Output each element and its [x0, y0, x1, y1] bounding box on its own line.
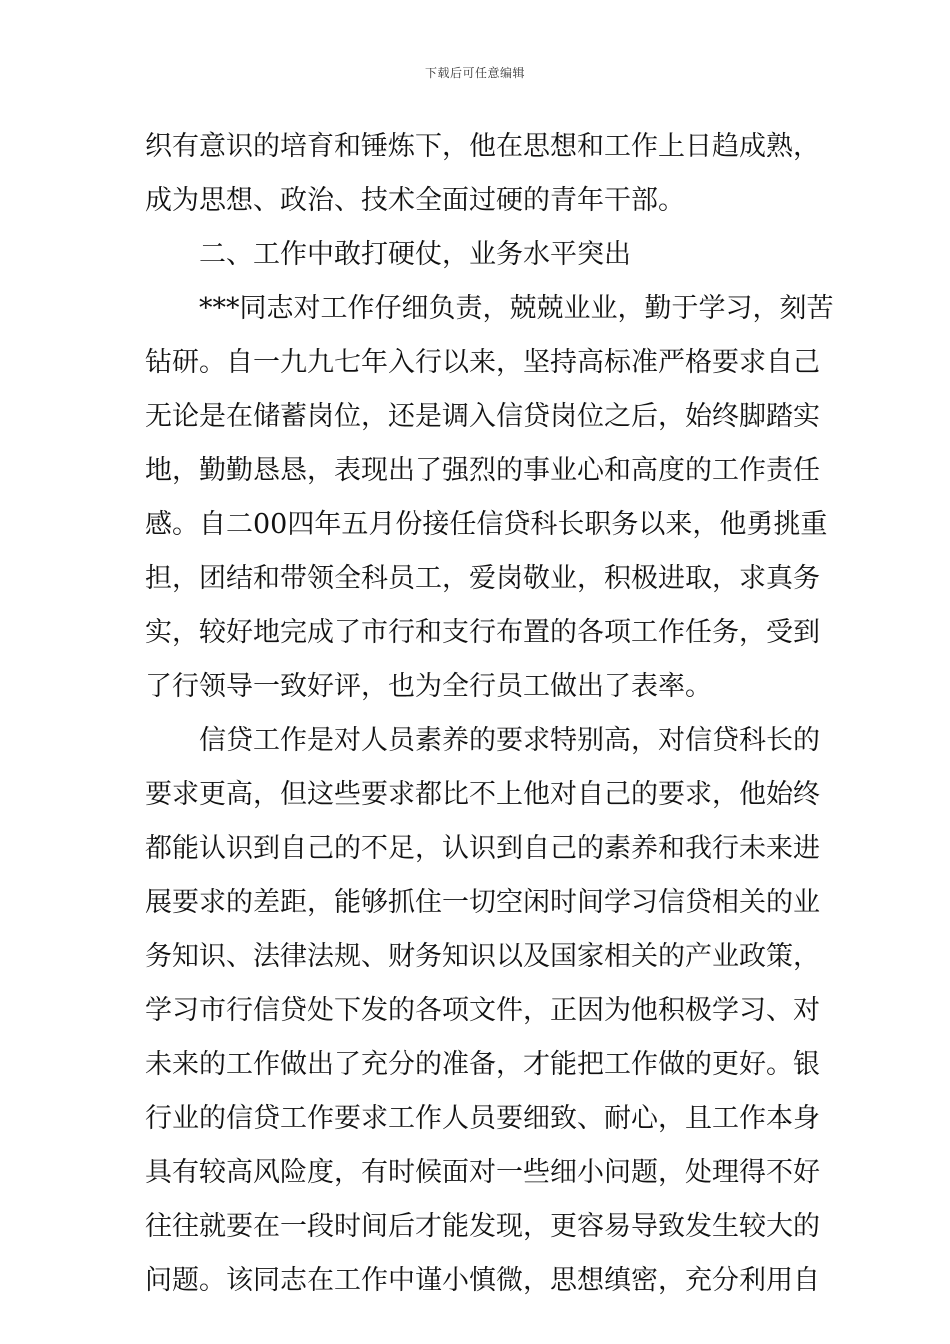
text-line: 钻研。自一九九七年入行以来，坚持高标准严格要求自己: [145, 347, 820, 378]
text-line: 织有意识的培育和锤炼下，他在思想和工作上日趋成熟，: [145, 131, 820, 162]
section-heading: 二、工作中敢打硬仗，业务水平突出: [199, 239, 631, 270]
text-line: 都能认识到自己的不足，认识到自己的素养和我行未来进: [145, 833, 820, 864]
text-line: 地，勤勤恳恳，表现出了强烈的事业心和高度的工作责任: [145, 455, 820, 486]
text-line: 未来的工作做出了充分的准备，才能把工作做的更好。银: [145, 1049, 820, 1080]
download-edit-note: 下载后可任意编辑: [424, 66, 525, 80]
text-line: 展要求的差距，能够抓住一切空闲时间学习信贷相关的业: [145, 887, 820, 918]
text-line: 往往就要在一段时间后才能发现，更容易导致发生较大的: [145, 1211, 820, 1242]
paragraph-first-line: ***同志对工作仔细负责，兢兢业业，勤于学习，刻苦: [199, 293, 834, 324]
text-line: 要求更高，但这些要求都比不上他对自己的要求，他始终: [145, 779, 820, 810]
text-line: 无论是在储蓄岗位，还是调入信贷岗位之后，始终脚踏实: [145, 401, 820, 432]
text-line: 学习市行信贷处下发的各项文件，正因为他积极学习、对: [145, 995, 820, 1026]
text-line: 担，团结和带领全科员工，爱岗敬业，积极进取，求真务: [145, 563, 820, 594]
text-line: 行业的信贷工作要求工作人员要细致、耐心，且工作本身: [145, 1103, 820, 1134]
text-line: 实，较好地完成了市行和支行布置的各项工作任务，受到: [145, 617, 820, 648]
text-line: 务知识、法律法规、财务知识以及国家相关的产业政策，: [145, 941, 820, 972]
text-line: 问题。该同志在工作中谨小慎微，思想缜密，充分利用自: [145, 1265, 820, 1296]
text-line: 成为思想、政治、技术全面过硬的青年干部。: [145, 185, 685, 216]
text-line: 感。自二00四年五月份接任信贷科长职务以来，他勇挑重: [145, 509, 828, 540]
text-line: 了行领导一致好评，也为全行员工做出了表率。: [145, 671, 712, 702]
text-line: 具有较高风险度，有时候面对一些细小问题，处理得不好: [145, 1157, 820, 1188]
paragraph-first-line: 信贷工作是对人员素养的要求特别高，对信贷科长的: [199, 725, 820, 756]
